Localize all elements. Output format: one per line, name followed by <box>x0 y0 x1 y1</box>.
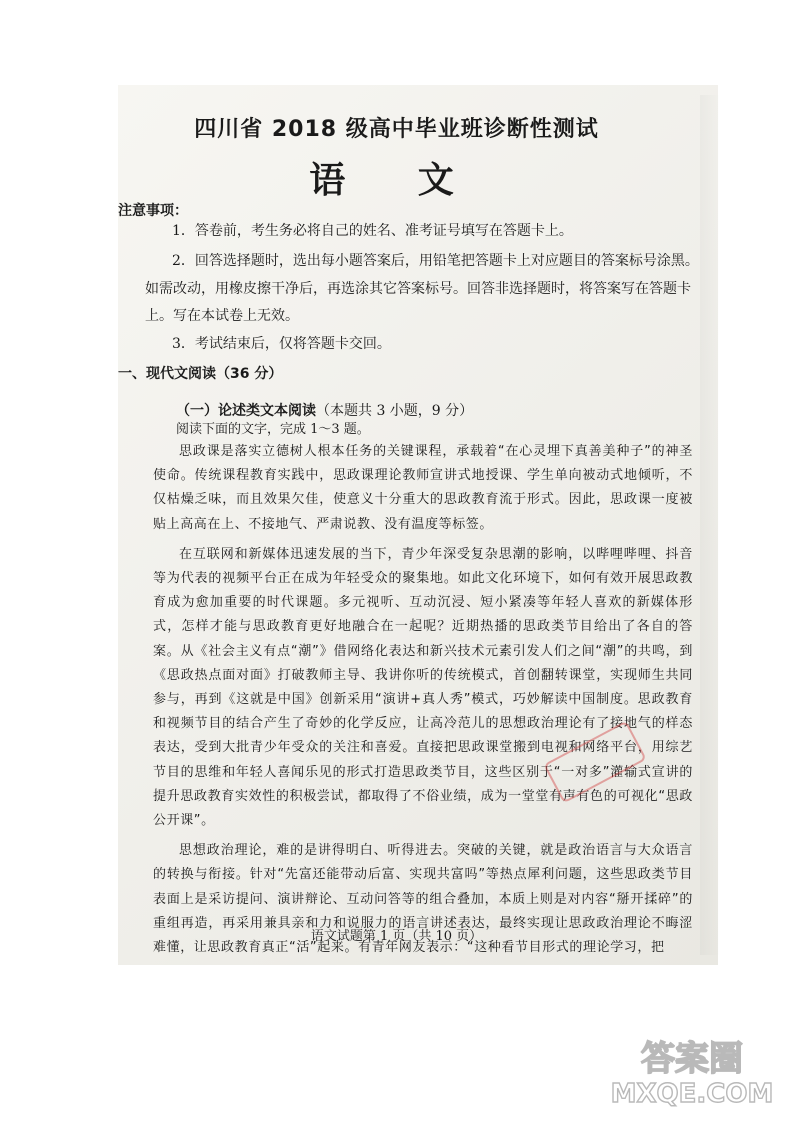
passage-paragraph-1: 思政课是落实立德树人根本任务的关键课程，承载着“在心灵埋下真善美种子”的神圣使命。传统课程教育实践中，思政课理论教师宣讲式地授课、学生单向被动式地倾听，不仅枯燥乏味，而且效果欠佳，使意义十分重大的思政教育流于形式。因此，思政课一度被贴上高高在上、不接地气、严肃说教、没有温度等标签。 <box>153 444 693 532</box>
notice-item-2-line-3: 上。写在本试卷上无效。 <box>145 308 299 324</box>
exam-title: 四川省 2018 级高中毕业班诊断性测试 <box>194 117 599 142</box>
watermark-brand: 答案圈 <box>641 1039 743 1079</box>
passage-paragraph-2: 在互联网和新媒体迅速发展的当下，青少年深受复杂思潮的影响，以哔哩哔哩、抖音等为代表的视频平台正在成为年轻受众的聚集地。如此文化环境下，如何有效开展思政教育成为愈加重要的时代课题。多元视听、互动沉浸、短小紧凑等年轻人喜欢的新媒体形式，怎样才能与思政教育更好地融合在一起呢？近期热播的思政类节目给出了各自的答案。从《社会主义有点“潮”》借网络化表达和新兴技术元素引发人们之间“潮”的共鸣，到《思政热点面对面》打破教师主导、我讲你听的传统模式，首创翻转课堂，实现师生共同参与，再到《这就是中国》创新采用“演讲+真人秀”模式，巧妙解读中国制度。思政教育和视频节目的结合产生了奇妙的化学反应，让高冷范儿的思想政治理论有了接地气的样态表达，受到大批青少年受众的关注和喜爱。直接把思政课堂搬到电视和网络平台，用综艺节目的思维和年轻人喜闻乐见的形式打造思政类节目，这些区别于“一对多”灌输式宣讲的提升思政教育实效性的积极尝试，都取得了不俗业绩，成为一堂堂有声有色的可视化“思政公开课”。 <box>153 546 693 829</box>
paper-shadow <box>700 95 720 955</box>
section-heading: 一、现代文阅读（36 分） <box>118 366 283 382</box>
notice-item-1: 1．答卷前，考生务必将自己的姓名、准考证号填写在答题卡上。 <box>172 223 573 239</box>
notice-heading: 注意事项： <box>118 203 188 219</box>
watermark-url: MXQE.COM <box>612 1079 772 1108</box>
passage <box>153 440 693 960</box>
subsection-label: （一）论述类文本阅读 <box>176 403 316 419</box>
subsection-note: （本题共 3 小题，9 分） <box>316 403 474 419</box>
notice-item-3: 3．考试结束后，仅将答题卡交回。 <box>172 336 391 352</box>
notice-item-2-line-2: 如需改动，用橡皮擦干净后，再选涂其它答案标号。回答非选择题时，将答案写在答题卡 <box>145 281 691 297</box>
passage-paragraph-3: 思想政治理论，难的是讲得明白、听得进去。突破的关键，就是政治语言与大众语言的转换与衔接。针对“先富还能带动后富、实现共富吗”等热点犀利问题，这些思政类节目表面上是采访提问、演讲辩论、互动问答等的组合叠加，本质上则是对内容“掰开揉碎”的重组再造，再采用兼具亲和力和说服力的语言讲述表达，最终实现让思政政治理论不晦涩难懂，让思政教育真正“活”起来。有青年网友表示：“这种看节目形式的理论学习，把 <box>153 843 693 956</box>
reading-instruction: 阅读下面的文字，完成 1～3 题。 <box>176 422 370 437</box>
page-footer: 语文试题第 1 页（共 10 页） <box>310 929 483 944</box>
subject-title: 语 文 <box>309 160 484 201</box>
subsection-heading <box>176 400 473 420</box>
notice-item-2-line-1: 2．回答选择题时，选出每小题答案后，用铅笔把答题卡上对应题目的答案标号涂黑。 <box>172 253 699 269</box>
site-watermark <box>612 1030 772 1108</box>
